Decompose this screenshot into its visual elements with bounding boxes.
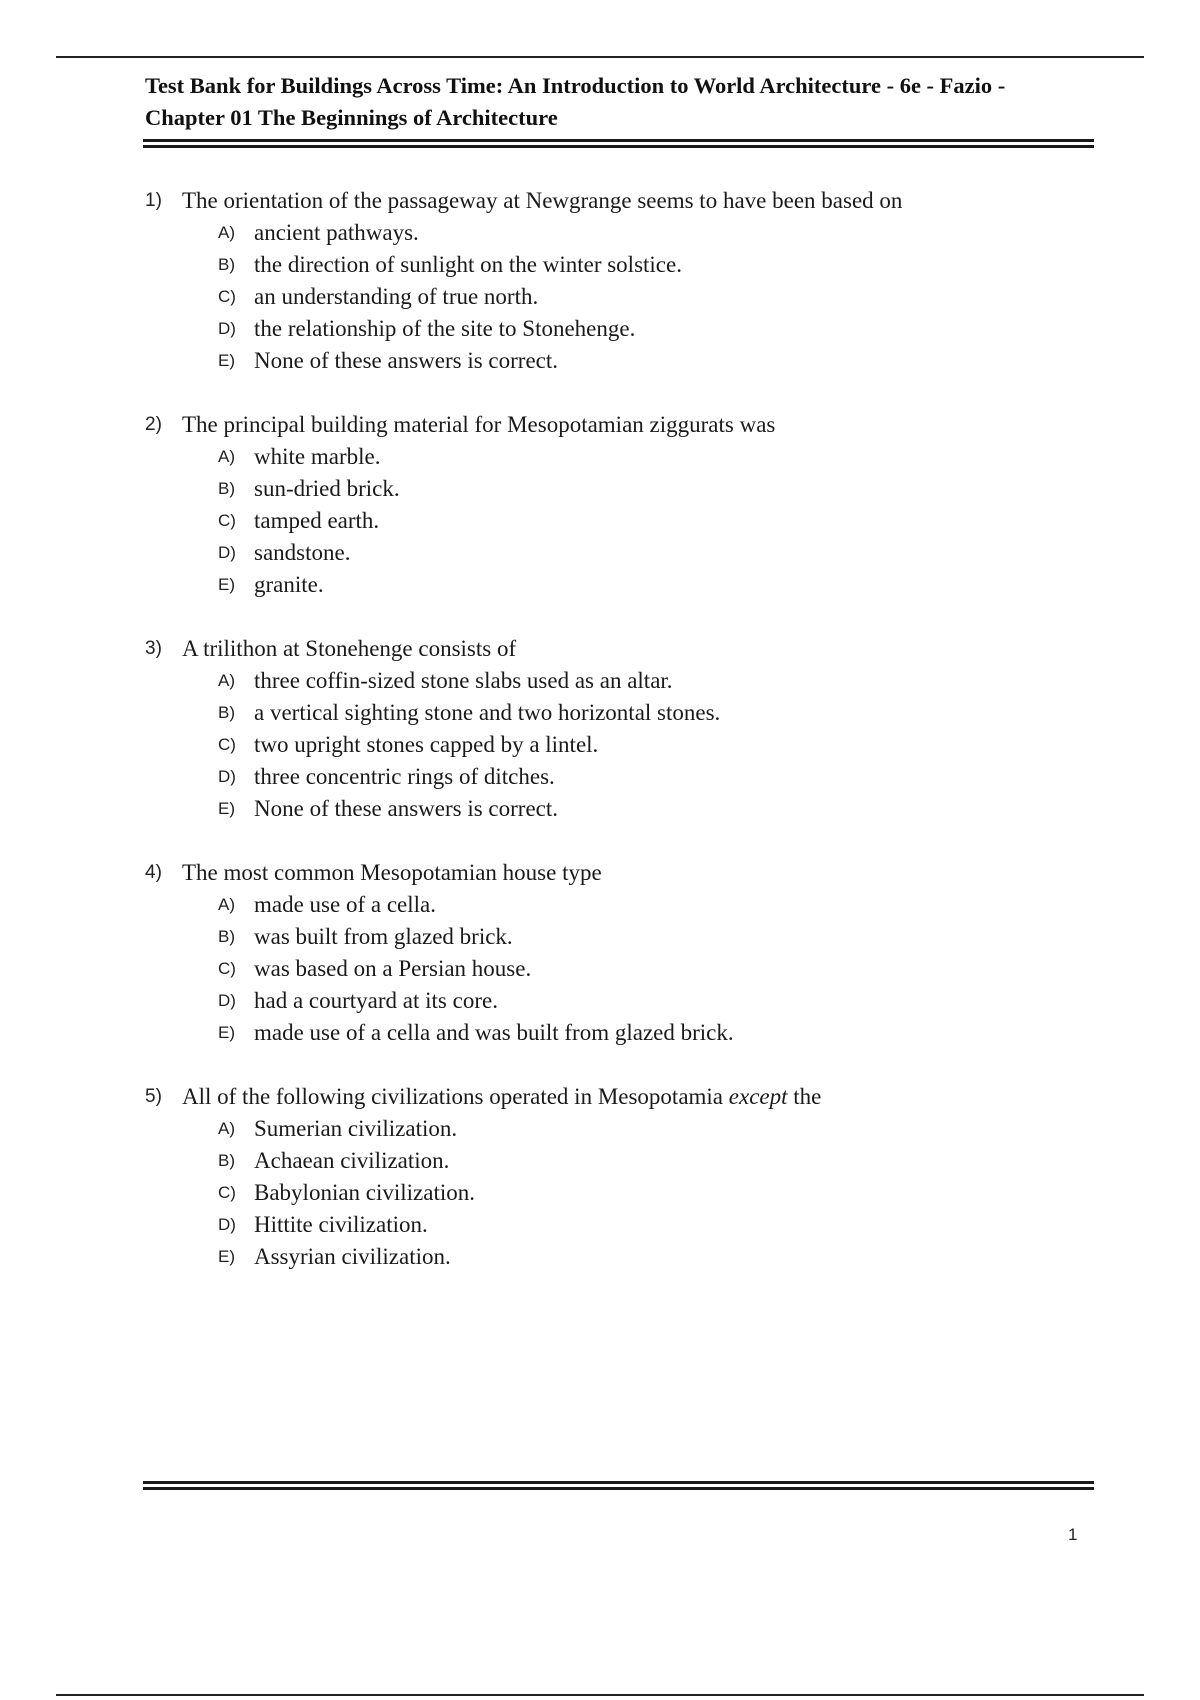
choice-text: three coffin-sized stone slabs used as an altar. — [254, 668, 673, 693]
choice-list — [145, 665, 1095, 825]
page-bottom-rule — [56, 1694, 1144, 1696]
question-text: The most common Mesopotamian house type — [182, 860, 602, 885]
choice-text: Babylonian civilization. — [254, 1180, 476, 1205]
choice-text: ancient pathways. — [254, 220, 419, 245]
choice-text: a vertical sighting stone and two horizontal stones. — [254, 700, 721, 725]
page-number: 1 — [1068, 1525, 1078, 1544]
choice-letter: E) — [218, 351, 235, 370]
choice-d — [145, 313, 1095, 345]
question-number: 4) — [145, 862, 162, 883]
choice-c — [145, 281, 1095, 313]
question-1 — [145, 185, 1095, 377]
question-4 — [145, 857, 1095, 1049]
choice-e — [145, 569, 1095, 601]
question-stem — [145, 185, 1095, 217]
choice-letter: C) — [218, 959, 236, 978]
footer-double-rule — [143, 1481, 1094, 1490]
choice-letter: E) — [218, 799, 235, 818]
choice-letter: E) — [218, 575, 235, 594]
header-chapter-line: Chapter 01 The Beginnings of Architecture — [145, 105, 558, 130]
header-title-line: Test Bank for Buildings Across Time: An Introduction to World Architecture - 6e - Fazio - — [145, 73, 1006, 98]
choice-text: Assyrian civilization. — [254, 1244, 451, 1269]
choice-b — [145, 249, 1095, 281]
choice-letter: C) — [218, 511, 236, 530]
question-text: A trilithon at Stonehenge consists of — [182, 636, 517, 661]
choice-letter: C) — [218, 735, 236, 754]
question-text — [182, 1084, 821, 1109]
choice-text: white marble. — [254, 444, 381, 469]
choice-e — [145, 1017, 1095, 1049]
question-stem — [145, 1081, 1095, 1113]
choice-d — [145, 761, 1095, 793]
page-top-rule — [56, 56, 1144, 58]
choice-text: made use of a cella. — [254, 892, 436, 917]
question-number: 1) — [145, 190, 162, 211]
choice-text: Hittite civilization. — [254, 1212, 428, 1237]
choice-letter: C) — [218, 287, 236, 306]
choice-text: was built from glazed brick. — [254, 924, 513, 949]
question-text-emphasis: except — [728, 1084, 788, 1109]
choice-list — [145, 441, 1095, 601]
choice-text: had a courtyard at its core. — [254, 988, 498, 1013]
choice-text: Achaean civilization. — [254, 1148, 450, 1173]
document-header — [145, 70, 1095, 134]
question-stem — [145, 857, 1095, 889]
choice-letter: A) — [218, 671, 235, 690]
choice-letter: A) — [218, 895, 235, 914]
header-double-rule — [143, 139, 1094, 148]
question-text-after: the — [787, 1084, 822, 1109]
choice-letter: B) — [218, 703, 235, 722]
choice-list — [145, 217, 1095, 377]
choice-b — [145, 473, 1095, 505]
choice-letter: B) — [218, 1151, 235, 1170]
question-text: The orientation of the passageway at Newgrange seems to have been based on — [182, 188, 903, 213]
choice-d — [145, 985, 1095, 1017]
question-list — [145, 185, 1095, 1305]
choice-letter: A) — [218, 1119, 235, 1138]
choice-text: made use of a cella and was built from glazed brick. — [254, 1020, 734, 1045]
choice-c — [145, 505, 1095, 537]
choice-text: Sumerian civilization. — [254, 1116, 458, 1141]
choice-c — [145, 1177, 1095, 1209]
choice-text: an understanding of true north. — [254, 284, 539, 309]
choice-letter: E) — [218, 1247, 235, 1266]
question-3 — [145, 633, 1095, 825]
question-text-before: All of the following civilizations operated in Mesopotamia — [182, 1084, 729, 1109]
choice-b — [145, 921, 1095, 953]
choice-letter: A) — [218, 447, 235, 466]
choice-a — [145, 889, 1095, 921]
choice-letter: D) — [218, 767, 236, 786]
question-text: The principal building material for Mesopotamian ziggurats was — [182, 412, 776, 437]
choice-a — [145, 217, 1095, 249]
choice-text: sandstone. — [254, 540, 351, 565]
choice-b — [145, 697, 1095, 729]
choice-letter: D) — [218, 1215, 236, 1234]
question-5 — [145, 1081, 1095, 1273]
choice-a — [145, 441, 1095, 473]
question-2 — [145, 409, 1095, 601]
question-number: 3) — [145, 638, 162, 659]
question-stem — [145, 409, 1095, 441]
choice-text: sun-dried brick. — [254, 476, 400, 501]
choice-text: the direction of sunlight on the winter solstice. — [254, 252, 682, 277]
choice-letter: D) — [218, 543, 236, 562]
choice-letter: A) — [218, 223, 235, 242]
choice-text: granite. — [254, 572, 324, 597]
choice-e — [145, 1241, 1095, 1273]
choice-c — [145, 729, 1095, 761]
choice-text: three concentric rings of ditches. — [254, 764, 555, 789]
choice-a — [145, 1113, 1095, 1145]
choice-b — [145, 1145, 1095, 1177]
choice-e — [145, 793, 1095, 825]
choice-list — [145, 1113, 1095, 1273]
choice-letter: D) — [218, 319, 236, 338]
choice-text: None of these answers is correct. — [254, 348, 558, 373]
choice-letter: B) — [218, 479, 235, 498]
choice-text: the relationship of the site to Stonehenge. — [254, 316, 636, 341]
choice-text: None of these answers is correct. — [254, 796, 558, 821]
question-number: 2) — [145, 414, 162, 435]
choice-list — [145, 889, 1095, 1049]
choice-a — [145, 665, 1095, 697]
choice-letter: B) — [218, 255, 235, 274]
choice-letter: B) — [218, 927, 235, 946]
choice-d — [145, 537, 1095, 569]
choice-letter: E) — [218, 1023, 235, 1042]
choice-text: was based on a Persian house. — [254, 956, 532, 981]
choice-letter: C) — [218, 1183, 236, 1202]
choice-text: two upright stones capped by a lintel. — [254, 732, 599, 757]
choice-c — [145, 953, 1095, 985]
choice-letter: D) — [218, 991, 236, 1010]
choice-d — [145, 1209, 1095, 1241]
question-stem — [145, 633, 1095, 665]
choice-text: tamped earth. — [254, 508, 380, 533]
choice-e — [145, 345, 1095, 377]
question-number: 5) — [145, 1086, 162, 1107]
